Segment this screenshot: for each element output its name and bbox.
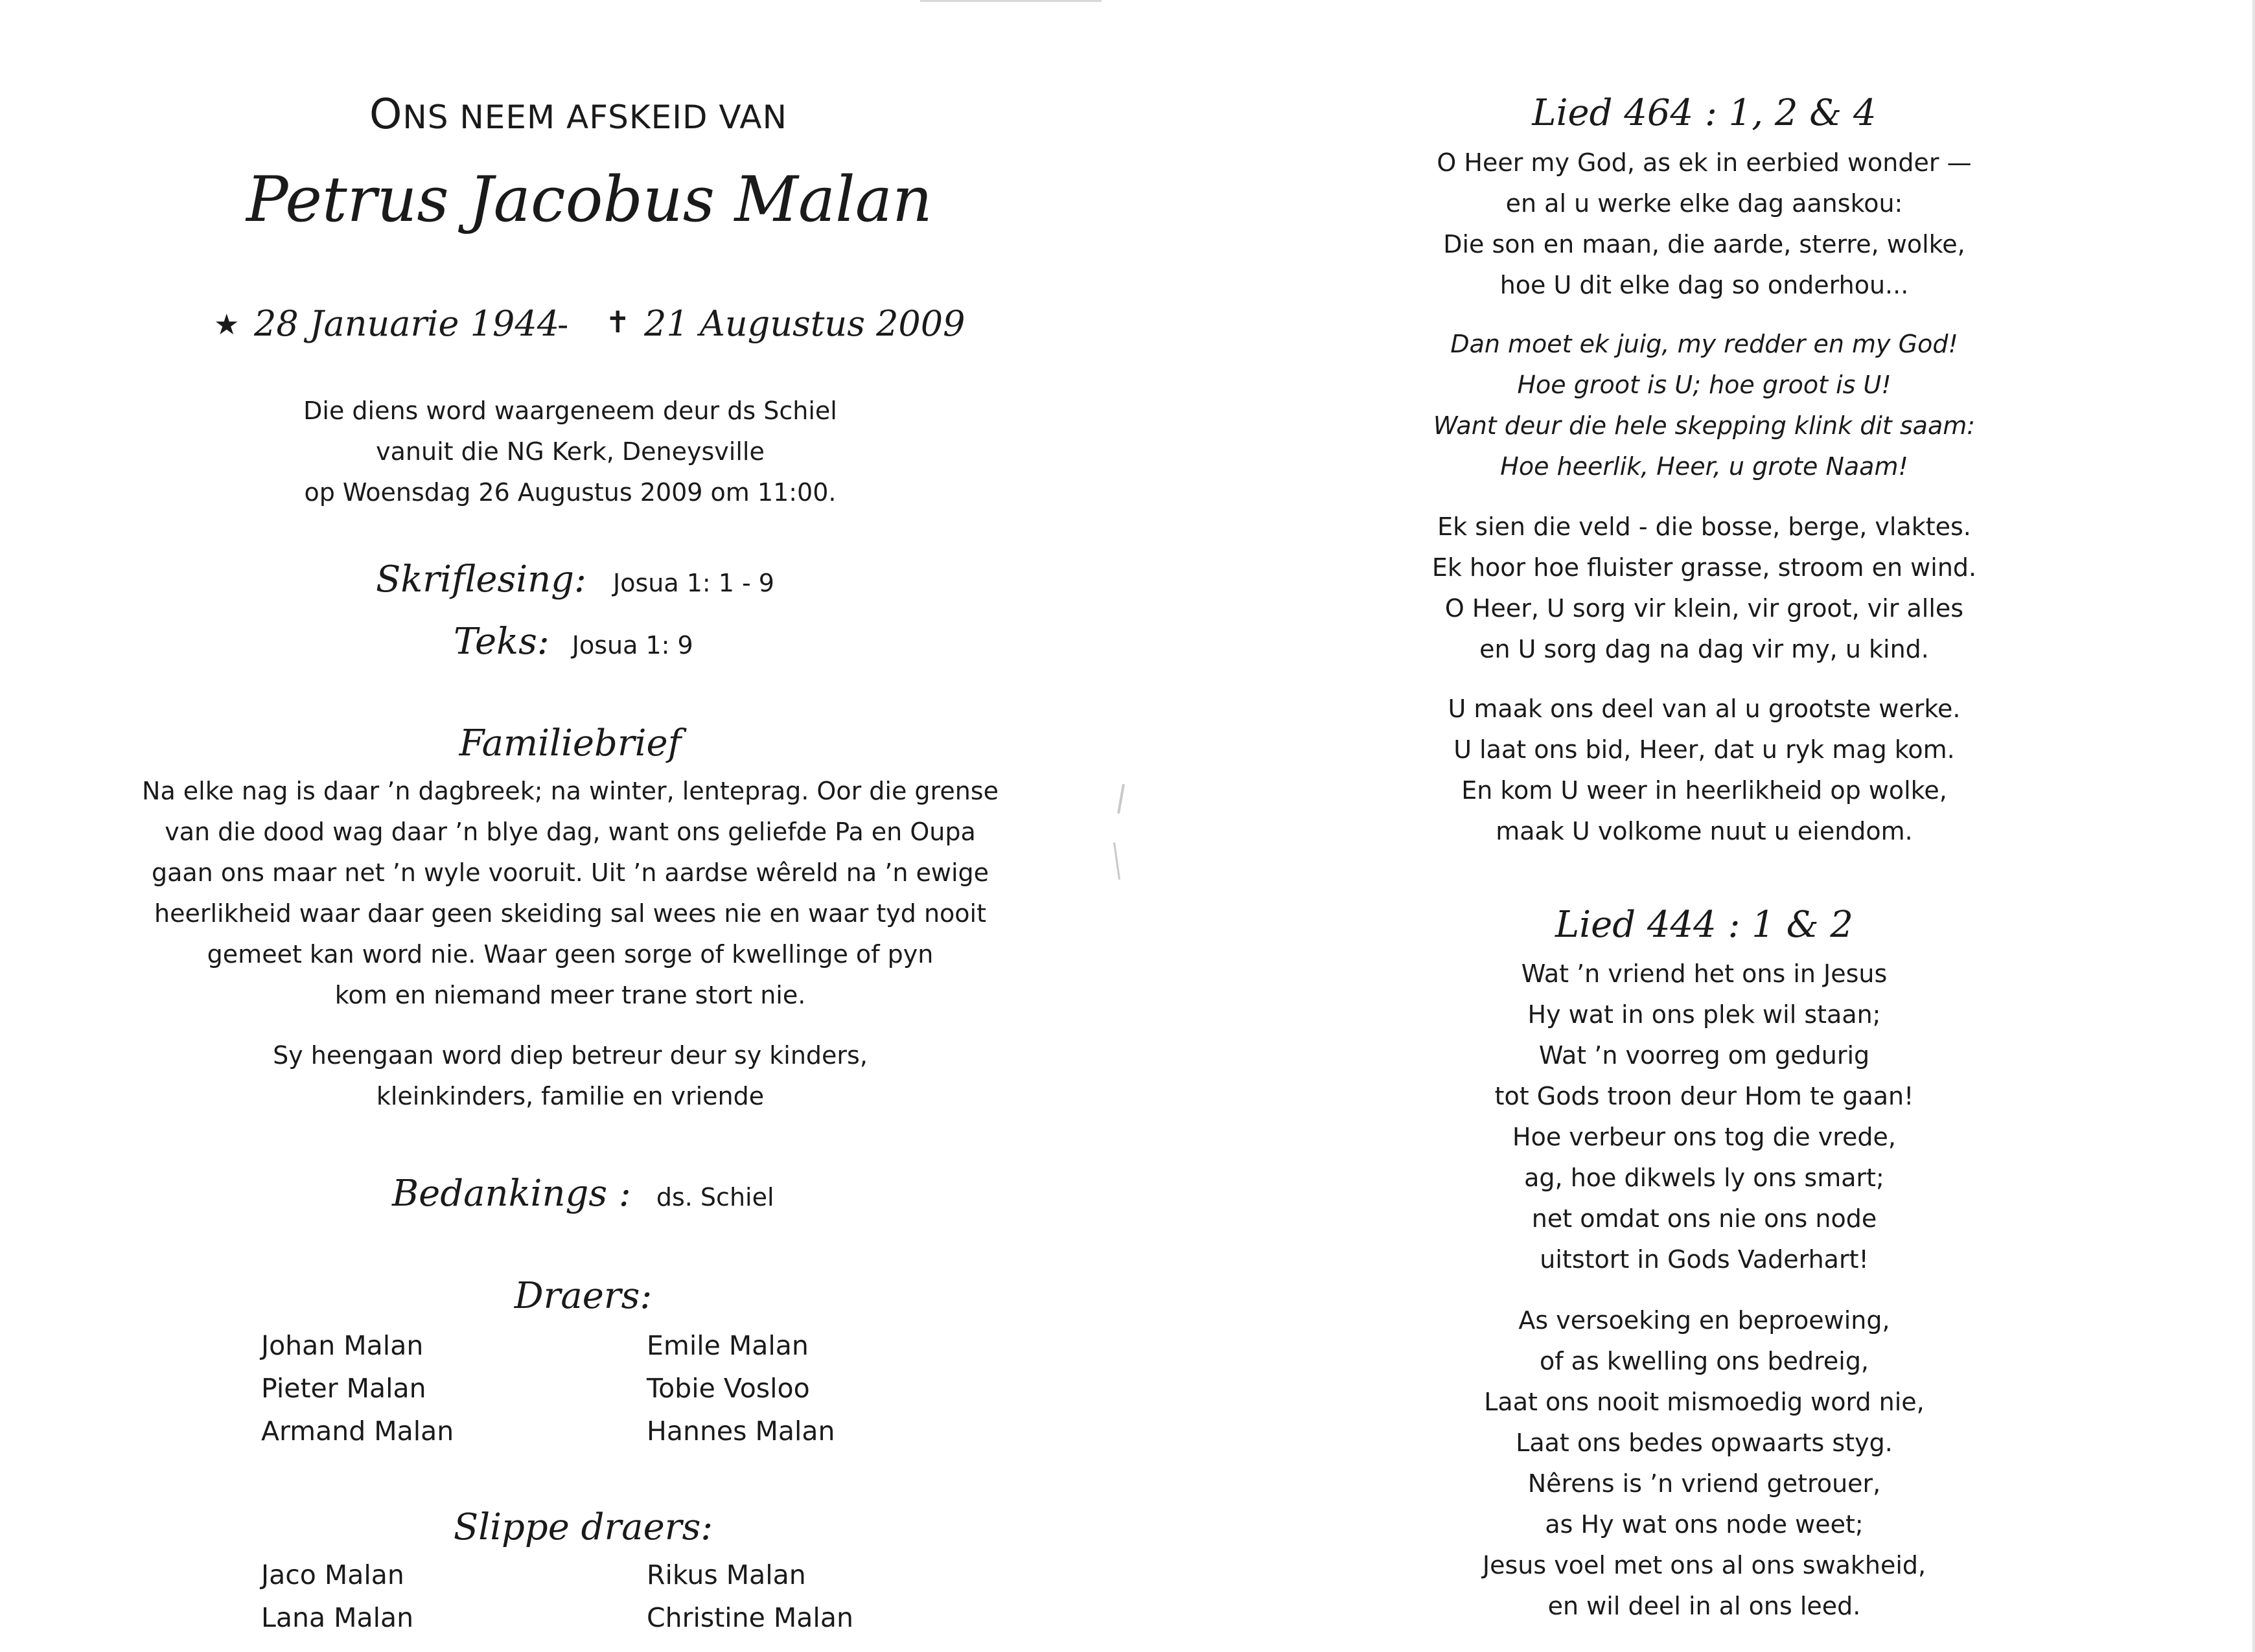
verse-line: en wil deel in al ons leed. [1547,1592,1861,1620]
service-line: Die diens word waargeneem deur ds Schiel [303,396,837,425]
bearer-name: Tobie Vosloo [647,1373,810,1404]
verse-line: ag, hoe dikwels ly ons smart; [1524,1164,1884,1192]
death-date: 21 Augustus 2009 [644,303,966,344]
familiebrief-title: Familiebrief [459,722,682,764]
slippe-column-1 [261,1554,413,1639]
chorus-line: Want deur die hele skepping klink dit saam: [1433,411,1976,440]
slippe-column-2 [647,1554,853,1639]
verse-line: Ek hoor hoe fluister grasse, stroom en wind. [1431,553,1977,582]
draers-title: Draers: [514,1275,653,1317]
bedankings-label: Bedankings : [392,1173,631,1215]
service-info [246,391,894,513]
star-icon: ★ [214,308,240,341]
bearer-name: Pieter Malan [261,1373,426,1404]
dates-row [214,303,966,355]
hymn-444-verse-1 [1380,954,2028,1280]
bedankings-value: ds. Schiel [656,1183,774,1211]
verse-line: Die son en maan, die aarde, sterre, wolke, [1443,230,1965,258]
hymn-464-chorus [1380,324,2028,487]
verse-line: tot Gods troon deur Hom te gaan! [1494,1082,1914,1110]
verse-line: as Hy wat ons node weet; [1545,1510,1864,1539]
skriflesing-label: Skriflesing: [376,558,586,601]
pall-bearer-name: Jaco Malan [261,1559,404,1590]
letter-line: kleinkinders, familie en vriende [376,1082,765,1110]
familiebrief-paragraph-2 [104,1035,1037,1117]
pall-bearer-name: Rikus Malan [647,1559,806,1590]
bearer-name: Johan Malan [261,1330,424,1361]
verse-line: of as kwelling ons bedreig, [1539,1347,1869,1375]
letter-line: Sy heengaan word diep betreur deur sy kinders, [273,1041,868,1070]
verse-line: uitstort in Gods Vaderhart! [1540,1245,1869,1274]
scan-right-edge [2252,0,2255,1652]
verse-line: Jesus voel met ons al ons swakheid, [1482,1551,1926,1579]
bearer-name: Armand Malan [261,1416,454,1447]
farewell-heading: ONS NEEM AFSKEID VAN [369,91,787,139]
verse-line: Ek sien die veld - die bosse, berge, vlaktes. [1437,512,1971,541]
letter-line: gaan ons maar net ’n wyle vooruit. Uit ’n aardse wêreld na ’n ewige [151,858,989,887]
pall-bearer-name: Lana Malan [261,1602,414,1633]
chorus-line: Hoe groot is U; hoe groot is U! [1517,371,1891,399]
teks-label: Teks: [454,621,549,663]
fold-mark [1117,784,1125,814]
bearer-name: Hannes Malan [647,1416,835,1447]
teks-value: Josua 1: 9 [572,631,693,660]
verse-line: Wat ’n vriend het ons in Jesus [1521,959,1888,988]
hymn-464-verse-1 [1380,143,2028,306]
verse-line: As versoeking en beproewing, [1518,1306,1890,1335]
verse-line: En kom U weer in heerlikheid op wolke, [1461,776,1947,805]
letter-line: Na elke nag is daar ’n dagbreek; na winter, lenteprag. Oor die grense [142,777,999,805]
hymn-464-verse-2 [1380,507,2028,670]
verse-line: maak U volkome nuut u eiendom. [1496,817,1913,845]
verse-line: Hoe verbeur ons tog die vrede, [1512,1123,1896,1151]
familiebrief-paragraph-1 [104,771,1037,1016]
cross-icon: ✝ [605,304,630,339]
verse-line: net omdat ons nie ons node [1531,1204,1877,1233]
verse-line: U laat ons bid, Heer, dat u ryk mag kom. [1453,735,1955,764]
verse-line: Wat ’n voorreg om gedurig [1538,1041,1870,1070]
birth-date: 28 Januarie 1944 [254,303,560,344]
chorus-line: Dan moet ek juig, my redder en my God! [1450,330,1958,358]
slippe-draers-title: Slippe draers: [453,1506,713,1548]
verse-line: en al u werke elke dag aanskou: [1505,189,1903,218]
scan-top-line [920,0,1102,2]
letter-line: gemeet kan word nie. Waar geen sorge of kwellinge of pyn [207,940,934,969]
service-line: vanuit die NG Kerk, Deneysville [376,437,765,466]
verse-line: O Heer my God, as ek in eerbied wonder — [1437,148,1972,177]
letter-line: kom en niemand meer trane stort nie. [334,981,806,1009]
verse-line: Laat ons bedes opwaarts styg. [1516,1428,1893,1457]
letter-line: van die dood wag daar ’n blye dag, want ons geliefde Pa en Oupa [165,818,976,846]
hymn-464-title: Lied 464 : 1, 2 & 4 [1532,92,1877,134]
draers-column-1 [261,1324,454,1452]
hymn-444-title: Lied 444 : 1 & 2 [1555,904,1853,946]
service-line: op Woensdag 26 Augustus 2009 om 11:00. [304,478,837,507]
letter-line: heerlikheid waar daar geen skeiding sal wees nie en waar tyd nooit [154,899,986,928]
verse-line: en U sorg dag na dag vir my, u kind. [1479,635,1929,663]
verse-line: Nêrens is ’n vriend getrouer, [1527,1469,1881,1498]
date-separator: - [557,307,569,343]
skriflesing-value: Josua 1: 1 - 9 [613,569,774,597]
skriflesing-row [376,558,774,601]
fold-mark [1113,842,1120,880]
verse-line: hoe U dit elke dag so onderhou... [1499,271,1909,299]
bedankings-row [392,1173,774,1215]
hymn-464-verse-3 [1380,689,2028,852]
pall-bearer-name: Christine Malan [647,1602,853,1633]
verse-line: O Heer, U sorg vir klein, vir groot, vir alles [1444,594,1964,623]
verse-line: Hy wat in ons plek wil staan; [1527,1000,1881,1029]
draers-column-2 [647,1324,835,1452]
hymn-444-verse-2 [1380,1300,2028,1627]
deceased-name: Petrus Jacobus Malan [246,163,932,236]
verse-line: U maak ons deel van al u grootste werke. [1448,694,1961,723]
verse-line: Laat ons nooit mismoedig word nie, [1484,1388,1925,1416]
chorus-line: Hoe heerlik, Heer, u grote Naam! [1500,452,1908,481]
bearer-name: Emile Malan [647,1330,809,1361]
teks-row [454,621,693,663]
